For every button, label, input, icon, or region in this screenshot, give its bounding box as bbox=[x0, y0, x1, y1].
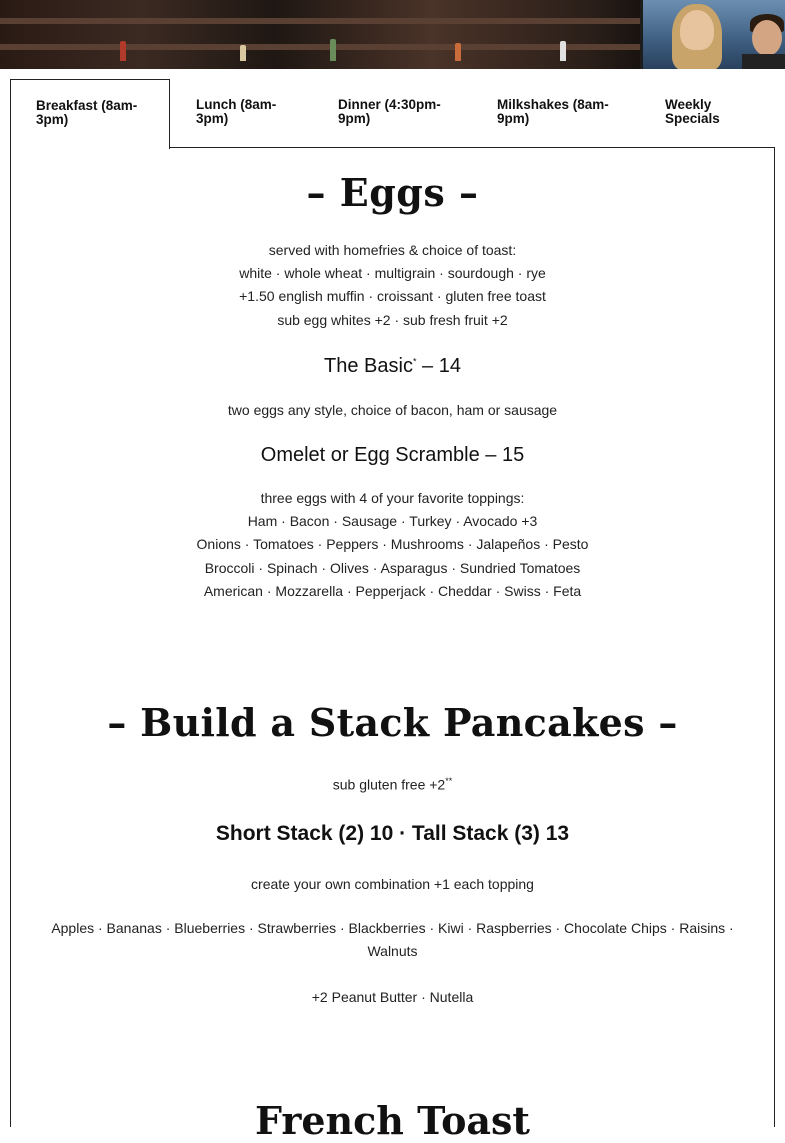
tab-breakfast[interactable] bbox=[10, 79, 170, 149]
bottle bbox=[330, 39, 336, 61]
tab-weekly-specials[interactable] bbox=[665, 79, 745, 147]
hero-photo bbox=[0, 0, 785, 69]
tab-label: Milkshakes (8am- bbox=[497, 97, 609, 112]
tab-label: 9pm) bbox=[497, 111, 530, 126]
item-price: – 14 bbox=[416, 355, 461, 377]
note-text: sub gluten free +2 bbox=[332, 776, 446, 793]
menu-tabs bbox=[10, 79, 775, 148]
menu-item-the-basic bbox=[10, 355, 775, 378]
tab-milkshakes[interactable] bbox=[497, 79, 627, 147]
description-line: white · whole wheat · multigrain · sourdough · rye bbox=[239, 265, 546, 282]
item-name: The Basic bbox=[324, 355, 413, 377]
omelet-description bbox=[10, 487, 775, 603]
description-line: +1.50 english muffin · croissant · gluten free toast bbox=[239, 288, 546, 305]
shelf bbox=[0, 44, 640, 50]
tab-dinner[interactable] bbox=[338, 79, 468, 147]
eggs-description bbox=[10, 239, 775, 332]
tab-label: Specials bbox=[665, 111, 720, 126]
section-title-eggs: – Eggs – bbox=[306, 170, 479, 215]
stack-combination-note: create your own combination +1 each topping bbox=[251, 876, 534, 892]
description-line: sub egg whites +2 · sub fresh fruit +2 bbox=[277, 311, 508, 328]
bottle bbox=[240, 45, 246, 61]
pancake-toppings: Apples · Bananas · Blueberries · Strawberries · Blackberries · Kiwi · Raspberries · Chocolate Chips · Raisins · Walnuts bbox=[51, 920, 734, 960]
tab-label: Lunch (8am- bbox=[196, 97, 277, 112]
description-line: served with homefries & choice of toast: bbox=[268, 242, 517, 258]
description-line: three eggs with 4 of your favorite toppings: bbox=[260, 490, 525, 506]
menu-item-stack: Short Stack (2) 10 · Tall Stack (3) 13 bbox=[215, 822, 570, 845]
section-title-french-toast: French Toast bbox=[255, 1098, 530, 1143]
section-title-pancakes: – Build a Stack Pancakes – bbox=[107, 700, 678, 745]
person-face bbox=[680, 10, 714, 50]
gluten-free-note bbox=[10, 770, 775, 797]
description-line: Broccoli · Spinach · Olives · Asparagus · Sundried Tomatoes bbox=[204, 559, 581, 576]
tab-label: 9pm) bbox=[338, 111, 371, 126]
shelf bbox=[0, 18, 640, 24]
bottle bbox=[120, 41, 126, 61]
tab-label: 3pm) bbox=[196, 111, 229, 126]
footnote-mark: ** bbox=[445, 776, 453, 786]
footnote-mark: * bbox=[412, 356, 417, 367]
menu-item-omelet: Omelet or Egg Scramble – 15 bbox=[260, 444, 525, 466]
description-line: Onions · Tomatoes · Peppers · Mushrooms · Jalapeños · Pesto bbox=[196, 536, 589, 553]
the-basic-description: two eggs any style, choice of bacon, ham or sausage bbox=[227, 402, 558, 418]
tab-label: Breakfast (8am- bbox=[36, 98, 138, 113]
tab-label: Weekly bbox=[665, 97, 712, 112]
tab-label: 3pm) bbox=[36, 112, 69, 127]
person-shirt bbox=[742, 54, 785, 69]
description-line: American · Mozzarella · Pepperjack · Cheddar · Swiss · Feta bbox=[203, 582, 582, 599]
pancake-extras: +2 Peanut Butter · Nutella bbox=[311, 989, 474, 1005]
bottle bbox=[560, 41, 566, 61]
description-line: Ham · Bacon · Sausage · Turkey · Avocado +3 bbox=[247, 513, 538, 530]
tab-lunch[interactable] bbox=[196, 79, 306, 147]
person-face bbox=[752, 20, 782, 56]
bottle bbox=[455, 43, 461, 61]
tab-label: Dinner (4:30pm- bbox=[338, 97, 441, 112]
